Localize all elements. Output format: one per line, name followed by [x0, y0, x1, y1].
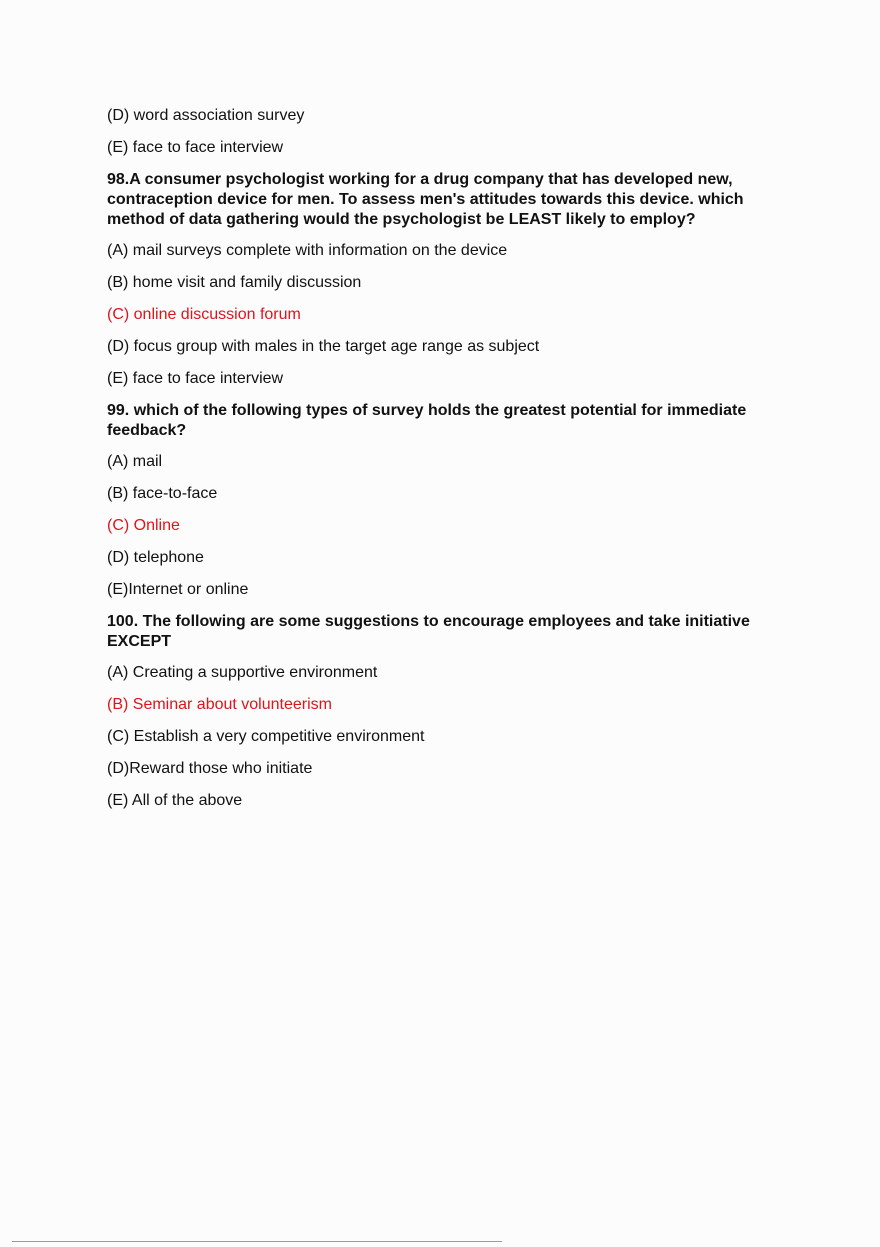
footer-divider [12, 1241, 502, 1242]
question-100: 100. The following are some suggestions to encourage employees and take initiative EXCEPT [107, 613, 750, 650]
q100-option-a: (A) Creating a supportive environment [107, 664, 378, 681]
q100-option-b-correct-answer: (B) Seminar about volunteerism [107, 696, 332, 713]
q99-option-b: (B) face-to-face [107, 485, 218, 502]
q98-option-d: (D) focus group with males in the target age range as subject [107, 338, 540, 355]
option-prev-e: (E) face to face interview [107, 139, 284, 156]
q100-option-c: (C) Establish a very competitive environment [107, 728, 425, 745]
q100-option-d: (D)Reward those who initiate [107, 760, 313, 777]
q99-option-d: (D) telephone [107, 549, 204, 566]
q98-option-c-correct-answer: (C) online discussion forum [107, 306, 301, 323]
q99-option-c-correct-answer: (C) Online [107, 517, 180, 534]
q98-option-e: (E) face to face interview [107, 370, 284, 387]
question-98: 98.A consumer psychologist working for a drug company that has developed new, contraception device for men. To assess men's attitudes towards this device. which method of data gathering would the psychologist be LEAST likely to employ? [107, 171, 744, 228]
document-page [107, 106, 777, 823]
question-99: 99. which of the following types of survey holds the greatest potential for immediate feedback? [107, 402, 747, 439]
q98-option-a: (A) mail surveys complete with information on the device [107, 242, 508, 259]
q99-option-e: (E)Internet or online [107, 581, 249, 598]
q100-option-e: (E) All of the above [107, 792, 243, 809]
q99-option-a: (A) mail [107, 453, 163, 470]
q98-option-b: (B) home visit and family discussion [107, 274, 362, 291]
option-prev-d: (D) word association survey [107, 107, 305, 124]
